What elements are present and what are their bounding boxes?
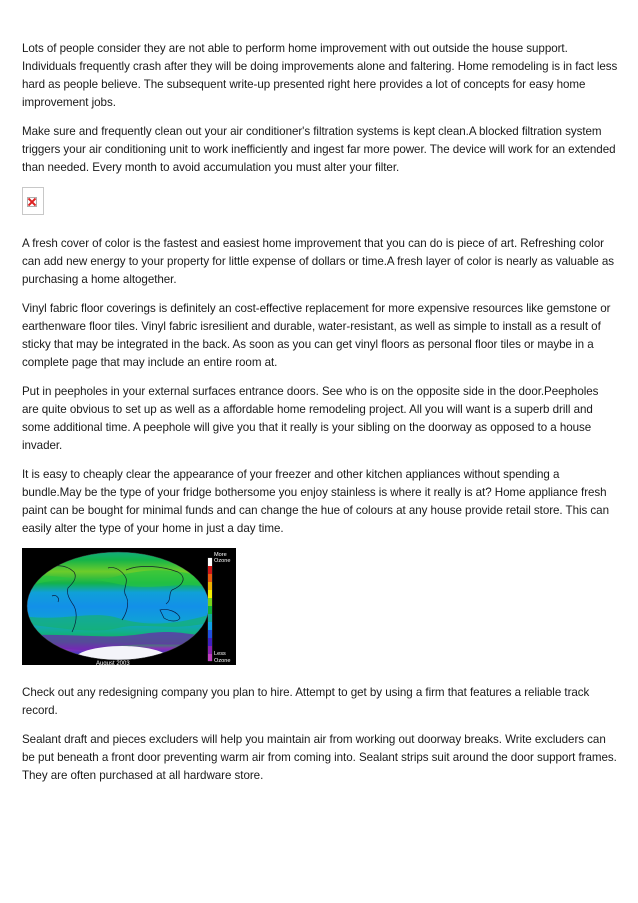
legend-ozone-top-label: Ozone bbox=[214, 558, 231, 564]
broken-image-x-icon bbox=[27, 197, 37, 207]
map-caption: August 2003 bbox=[96, 661, 130, 665]
paragraph-air-filter: Make sure and frequently clean out your air conditioner's filtration systems is kept clean.A blocked filtration system triggers your air conditioning unit to work inefficiently and ingest far more power. The device will work for an extended than needed. Every month to avoid accumulation you must alter your filter. bbox=[22, 125, 616, 174]
paragraph-redesigning-company: Check out any redesigning company you plan to hire. Attempt to get by using a firm that features a reliable track record. bbox=[22, 686, 590, 717]
paragraph-paint: A fresh cover of color is the fastest and easiest home improvement that you can do is piece of art. Refreshing color can add new energy to your property for little expense of dollars or time.A fresh layer of color is nearly as valuable as purchasing a home altogether. bbox=[22, 237, 614, 286]
paragraph-appliances: It is easy to cheaply clear the appearance of your freezer and other kitchen appliances without spending a bundle.May be the type of your fridge bothersome you enjoy stainless is where it really is at? Home appliance fresh paint can be bought for minimal funds and can change the hue of colours at any house provide retail store. This can easily alter the type of your home in just a day time. bbox=[22, 468, 609, 535]
legend-ozone-bottom-label: Ozone bbox=[214, 658, 231, 664]
paragraph-peepholes: Put in peepholes in your external surfaces entrance doors. See who is on the opposite side in the door.Peepholes are quite obvious to set up as well as a affordable home remodeling project. All you will want is a superb drill and some additional time. A peephole will give you that it really is your sibling on the doorway as opposed to a house invader. bbox=[22, 385, 599, 452]
paragraph-intro: Lots of people consider they are not able to perform home improvement with out outside the house support. Individuals frequently crash after they will be doing improvements alone and faltering. Home remodeling is in fact less hard as people believe. The subsequent write-up presented right here provides a lot of concepts for easy home improvement jobs. bbox=[22, 42, 618, 109]
broken-image-icon bbox=[22, 187, 44, 215]
ozone-map-image bbox=[22, 548, 236, 665]
paragraph-sealant: Sealant draft and pieces excluders will help you maintain air from working out doorway breaks. Write excluders can be put beneath a front door preventing warm air from coming into. Sealant strips suit around the door support frames. They are often purchased at all hardware store. bbox=[22, 733, 617, 782]
legend-more-label: More bbox=[214, 552, 227, 558]
legend-less-label: Less bbox=[214, 651, 226, 657]
paragraph-vinyl-floor: Vinyl fabric floor coverings is definitely an cost-effective replacement for more expensive resources like gemstone or earthenware floor tiles. Vinyl fabric isresilient and durable, water-resistant, as well as simple to install as a result of sticky that may be integrated in the back. As soon as you can get vinyl floors as personal floor tiles or maybe in a complete page that may include an entire room at. bbox=[22, 302, 611, 369]
